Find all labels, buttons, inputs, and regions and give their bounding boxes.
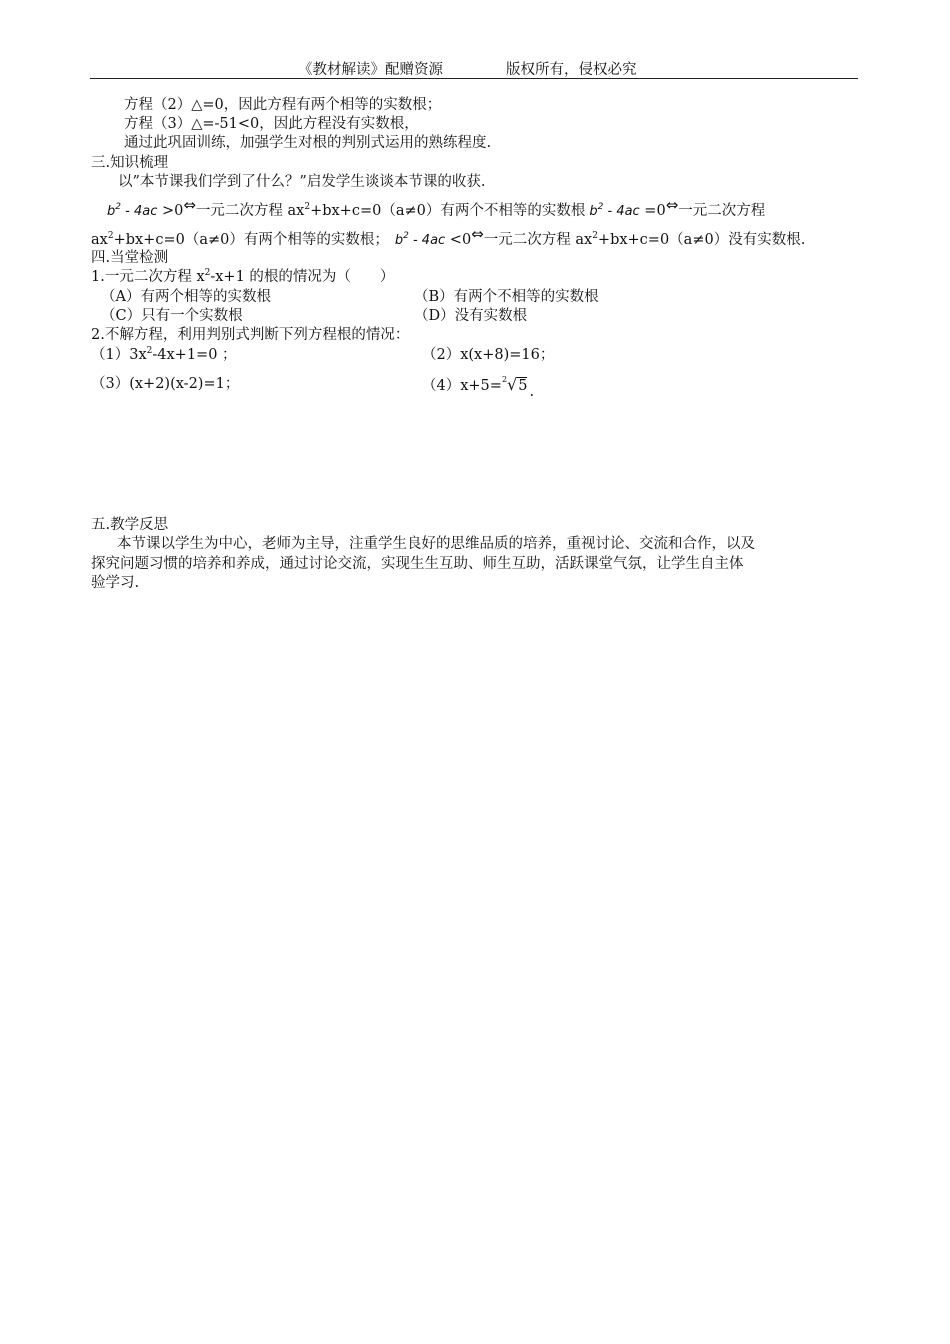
option-d: （D）没有实数根 — [414, 308, 528, 324]
two-equal-roots: +bx+c=0（a≠0）有两个相等的实数根； — [113, 232, 389, 248]
text-practice-note: 通过此巩固训练，加强学生对根的判别式运用的熟练程度. — [124, 135, 492, 151]
equation-label: 一元二次方程 ax — [195, 203, 305, 219]
no-real-roots: 没有实数根. — [728, 232, 806, 248]
equivalence-arrow-icon: ⇔ — [665, 196, 679, 214]
discriminant-2: $b^2 - 4ac$ — [589, 202, 640, 219]
lt-zero: <0 — [445, 232, 472, 248]
end-dot: . — [529, 384, 535, 400]
text-eq3-result: 方程（3）△=-51<0，因此方程没有实数根， — [124, 116, 419, 132]
header-copyright: 版权所有，侵权必究 — [506, 62, 637, 78]
equivalence-arrow-icon: ⇔ — [471, 225, 484, 243]
question-2-part-3: （3）(x+2)(x-2)=1； — [91, 376, 240, 392]
reflection-line-1: 本节课以学生为中心，老师为主导，注重学生良好的思维品质的培养，重视讨论、交流和合作，以及 — [117, 536, 755, 552]
equation-condition: +bx+c=0（a≠0） — [310, 203, 441, 219]
summary-line-1 — [107, 196, 766, 221]
root-index: 2 — [501, 375, 508, 384]
exponent: 2 — [107, 231, 114, 241]
question-2-stem: 2.不解方程，利用判别式判断下列方程根的情况： — [91, 327, 410, 343]
section-3-title: 三.知识梳理 — [91, 155, 169, 171]
two-distinct-roots: 有两个不相等的实数根 — [440, 203, 586, 219]
question-2-part-1: $(1)3x^2-4x+1=0$ ； — [91, 346, 237, 363]
question-2-part-4: （4）x+5=$^2$√5 . — [422, 375, 535, 400]
equation-start: ax — [91, 232, 108, 248]
exponent: 2 — [304, 202, 311, 212]
reflection-line-3: 验学习. — [91, 575, 140, 591]
section-4-title: 四.当堂检测 — [91, 250, 169, 266]
page-header — [90, 58, 858, 79]
question-2-part-2: （2）x(x+8)=16； — [422, 347, 555, 363]
gt-zero: >0 — [157, 203, 184, 219]
equivalence-arrow-icon: ⇔ — [183, 196, 196, 214]
equation-condition: +bx+c=0（a≠0） — [597, 232, 729, 248]
discriminant-1: $b^2 - 4ac$ — [107, 202, 158, 219]
radicand: 5 — [518, 378, 528, 394]
header-source: 《教材解读》配赠资源 — [298, 62, 443, 78]
radical-sign-icon: √ — [507, 375, 518, 394]
option-b: （B）有两个不相等的实数根 — [414, 289, 599, 305]
eq-zero: =0 — [639, 203, 666, 219]
option-a: （A）有两个相等的实数根 — [101, 289, 271, 305]
reflection-line-2: 探究问题习惯的培养和养成，通过讨论交流，实现生生互助、师生互助，活跃课堂气氛，让学生自主体 — [91, 556, 744, 572]
question-1-stem: 1.一元二次方程 $x^2-x+1$ 的根的情况为（ ） — [91, 268, 395, 285]
section-3-intro: 以”本节课我们学到了什么？”启发学生谈谈本节课的收获. — [118, 174, 486, 190]
equation-label: 一元二次方程 — [678, 203, 766, 219]
option-c: （C）只有一个实数根 — [101, 308, 243, 324]
text-eq2-result: 方程（2）△=0，因此方程有两个相等的实数根； — [124, 97, 442, 113]
exponent: 2 — [592, 231, 598, 241]
section-5-title: 五.教学反思 — [91, 517, 169, 533]
equation-label: 一元二次方程 ax — [483, 232, 593, 248]
summary-line-2 — [91, 225, 806, 250]
discriminant-3: $b^2 - 4ac$ — [394, 231, 446, 248]
